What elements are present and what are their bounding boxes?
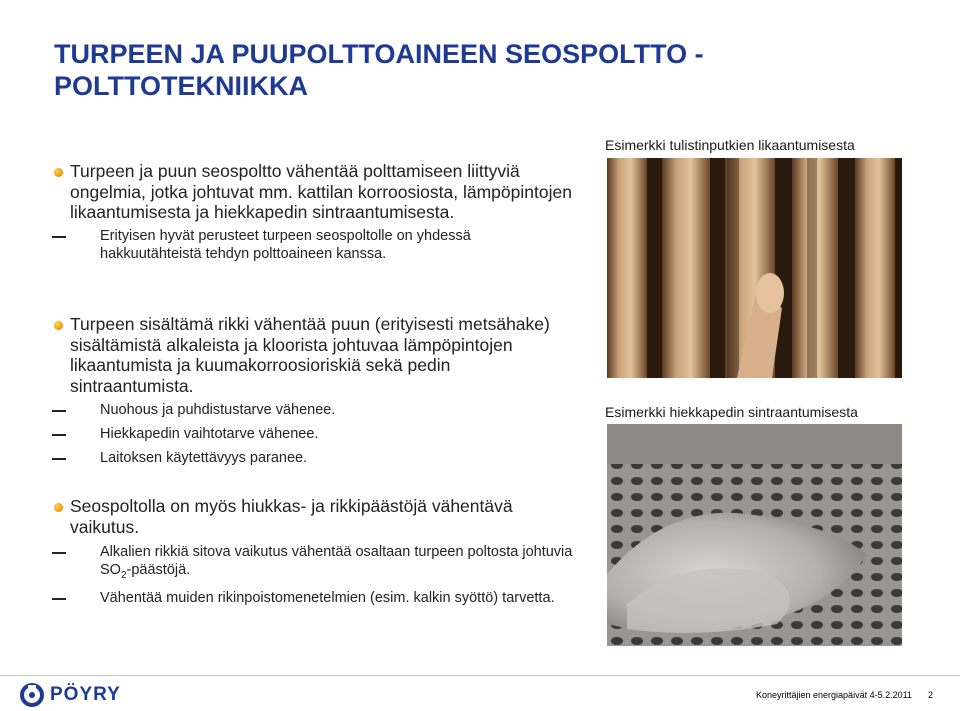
- page-number: 2: [928, 690, 934, 700]
- sub-bullet-text: Laitoksen käytettävyys paranee.: [100, 450, 308, 466]
- sub-bullet: [100, 401, 576, 419]
- footer-divider: [0, 675, 960, 676]
- bullet-text: Turpeen ja puun seospoltto vähentää polttamiseen liittyviä ongelmia, jotka johtuvat mm. kattilan korroosiosta, lämpöpintojen likaantumisesta ja hiekkapedin sintraantumisesta.: [70, 161, 572, 222]
- bullet-1: [54, 161, 574, 263]
- poyry-logo-icon: [20, 683, 44, 707]
- sub-bullet: [100, 425, 576, 443]
- sub-bullet: [100, 543, 574, 585]
- sub-bullet-text: Alkalien rikkiä sitova vaikutus vähentää osaltaan turpeen poltosta johtuvia: [100, 544, 573, 560]
- so2-text: SO: [100, 562, 121, 578]
- photo-2-caption: Esimerkki hiekkapedin sintraantumisesta: [605, 404, 858, 420]
- dash-icon: [52, 458, 66, 460]
- footer-event: Koneyrittäjien energiapäivät 4-5.2.2011: [756, 690, 912, 700]
- so2-subscript: 2: [120, 569, 127, 581]
- sub-bullet-text: Erityisen hyvät perusteet turpeen seospoltolle on yhdessä hakkuutähteistä tehdyn polttoaineen kanssa.: [100, 227, 471, 262]
- dash-icon: [52, 410, 66, 412]
- sub-bullet-text: Hiekkapedin vaihtotarve vähenee.: [100, 426, 319, 442]
- bullet-2: [54, 314, 576, 467]
- dash-icon: [52, 552, 66, 554]
- dash-icon: [52, 434, 66, 436]
- so2-suffix: -päästöjä.: [126, 562, 191, 578]
- sub-bullet: [100, 589, 574, 607]
- bullet-dot-icon: [54, 168, 63, 177]
- photo-1-caption: Esimerkki tulistinputkien likaantumisesta: [605, 137, 855, 153]
- sand-bed-photo: [607, 424, 902, 646]
- bullet-dot-icon: [54, 321, 63, 330]
- sub-bullet-text: Nuohous ja puhdistustarve vähenee.: [100, 402, 336, 418]
- bullet-text: Turpeen sisältämä rikki vähentää puun (erityisesti metsähake) sisältämistä alkaleista ja kloorista johtuvaa lämpöpintojen likaantumista ja kuumakorroosioriskiä sekä pedin sintraantumista.: [70, 314, 550, 396]
- logo-text: PÖYRY: [50, 684, 121, 705]
- sub-bullet: [100, 227, 574, 263]
- poyry-logo: [20, 683, 121, 707]
- superheater-tubes-photo: [607, 158, 902, 378]
- dash-icon: [52, 598, 66, 600]
- bullet-dot-icon: [54, 503, 63, 512]
- sub-bullet-text: Vähentää muiden rikinpoistomenetelmien (esim. kalkin syöttö) tarvetta.: [100, 589, 555, 606]
- slide-title: TURPEEN JA PUUPOLTTOAINEEN SEOSPOLTTO - POLTTOTEKNIIKKA: [54, 39, 704, 101]
- bullet-text: Seospoltolla on myös hiukkas- ja rikkipäästöjä vähentävä vaikutus.: [70, 496, 513, 537]
- bullet-3: [54, 496, 574, 607]
- dash-icon: [52, 236, 66, 238]
- sub-bullet: [100, 449, 576, 467]
